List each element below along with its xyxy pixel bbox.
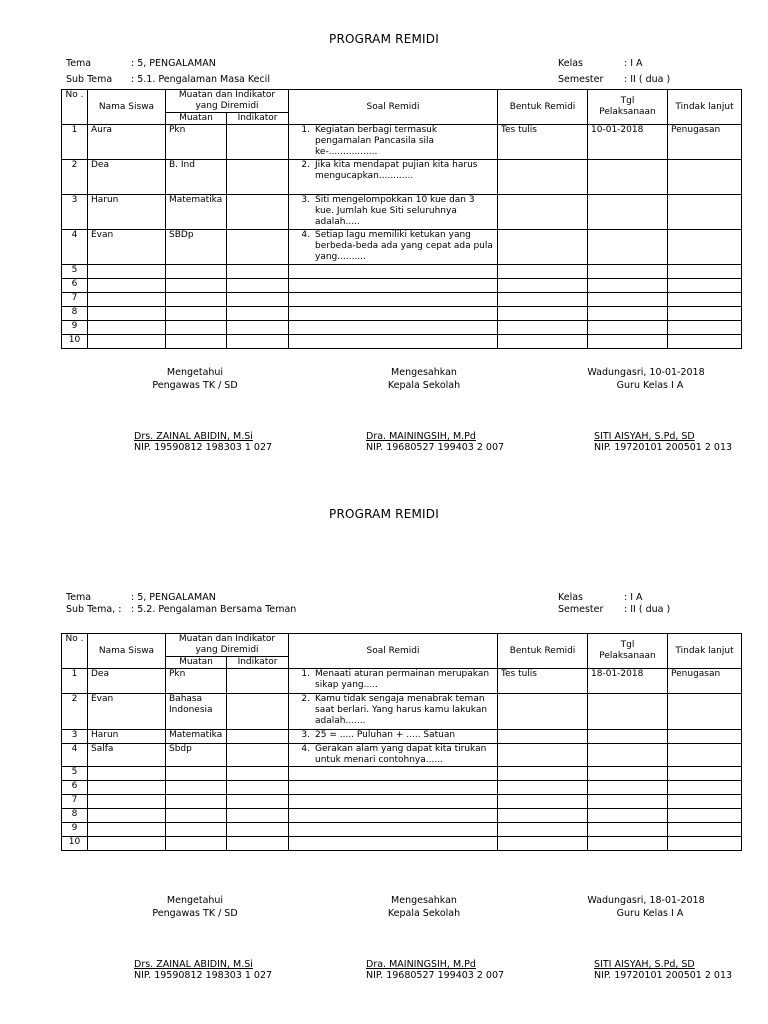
signer-right-name: SITI AISYAH, S.Pd, SD — [594, 431, 695, 442]
cell-no: 5 — [62, 265, 88, 279]
cell-soal — [289, 669, 498, 694]
cell-tgl — [588, 809, 668, 823]
cell-nama: Aura — [88, 125, 166, 160]
soal-number: 4. — [301, 230, 311, 240]
cell-indikator — [227, 837, 289, 851]
col-header-indikator: Indikator — [227, 657, 289, 669]
cell-muatan — [166, 265, 227, 279]
cell-tgl — [588, 795, 668, 809]
col-header-muatan: Muatan — [166, 657, 227, 669]
cell-bentuk — [498, 230, 588, 265]
cell-indikator — [227, 195, 289, 230]
cell-muatan — [166, 307, 227, 321]
table-row — [62, 321, 742, 335]
soal-text: Gerakan alam yang dapat kita tirukan untuk menari contohnya...... — [315, 744, 487, 765]
cell-bentuk — [498, 809, 588, 823]
cell-no: 6 — [62, 279, 88, 293]
cell-bentuk — [498, 160, 588, 195]
soal-number: 1. — [301, 669, 311, 679]
sign-place-date: Wadungasri, 18-01-2018 — [587, 895, 705, 906]
cell-nama: Evan — [88, 230, 166, 265]
cell-muatan: Bahasa Indonesia — [166, 694, 227, 730]
cell-indikator — [227, 279, 289, 293]
table-row — [62, 837, 742, 851]
cell-nama: Evan — [88, 694, 166, 730]
cell-soal — [289, 823, 498, 837]
cell-muatan — [166, 767, 227, 781]
cell-muatan — [166, 279, 227, 293]
sign-mid-line1: Mengesahkan — [391, 895, 457, 906]
cell-muatan: Sbdp — [166, 744, 227, 767]
cell-tgl — [588, 837, 668, 851]
cell-indikator — [227, 160, 289, 195]
cell-soal — [289, 125, 498, 160]
cell-muatan — [166, 335, 227, 349]
header-row — [62, 90, 742, 113]
cell-tgl — [588, 321, 668, 335]
signer-mid-nip: NIP. 19680527 199403 2 007 — [366, 970, 505, 981]
semester-label: Semester — [558, 604, 604, 615]
cell-indikator — [227, 781, 289, 795]
cell-tindak — [668, 279, 742, 293]
cell-no: 3 — [62, 195, 88, 230]
cell-no: 1 — [62, 125, 88, 160]
table-row — [62, 823, 742, 837]
soal-number: 4. — [301, 744, 311, 754]
cell-tindak — [668, 809, 742, 823]
cell-bentuk — [498, 823, 588, 837]
cell-nama: Dea — [88, 669, 166, 694]
cell-bentuk — [498, 837, 588, 851]
cell-bentuk: Tes tulis — [498, 669, 588, 694]
cell-tindak — [668, 335, 742, 349]
cell-no: 10 — [62, 837, 88, 851]
cell-bentuk — [498, 730, 588, 744]
cell-no: 4 — [62, 744, 88, 767]
soal-text: Jika kita mendapat pujian kita harus mengucapkan............ — [315, 160, 478, 181]
signer-mid-name: Dra. MAININGSIH, M.Pd — [366, 959, 476, 970]
table-row — [62, 195, 742, 230]
soal-text: Kamu tidak sengaja menabrak teman saat berlari. Yang harus kamu lakukan adalah....... — [315, 694, 488, 726]
signer-left-nip: NIP. 19590812 198303 1 027 — [134, 970, 273, 981]
tema-value: : 5, PENGALAMAN — [131, 58, 216, 69]
cell-tgl — [588, 307, 668, 321]
cell-no: 5 — [62, 767, 88, 781]
cell-bentuk — [498, 293, 588, 307]
cell-tindak — [668, 781, 742, 795]
subtema-value: : 5.2. Pengalaman Bersama Teman — [131, 604, 297, 615]
cell-soal — [289, 335, 498, 349]
cell-muatan — [166, 809, 227, 823]
cell-indikator — [227, 809, 289, 823]
col-header-tindak: Tindak lanjut — [668, 634, 742, 669]
cell-no: 8 — [62, 809, 88, 823]
cell-muatan — [166, 781, 227, 795]
soal-text: Setiap lagu memiliki ketukan yang berbeda-beda ada yang cepat ada pula yang.......... — [315, 230, 493, 262]
col-header-soal: Soal Remidi — [289, 90, 498, 125]
cell-indikator — [227, 744, 289, 767]
col-header-no: No . — [62, 90, 88, 125]
sign-left-line1: Mengetahui — [166, 895, 224, 906]
col-header-tgl: Tgl Pelaksanaan — [588, 90, 668, 125]
col-header-muatan-group: Muatan dan Indikator yang Diremidi — [166, 90, 289, 113]
cell-muatan: Pkn — [166, 125, 227, 160]
cell-nama: Salfa — [88, 744, 166, 767]
cell-tindak — [668, 307, 742, 321]
cell-indikator — [227, 125, 289, 160]
cell-tindak — [668, 795, 742, 809]
cell-tindak — [668, 837, 742, 851]
cell-indikator — [227, 694, 289, 730]
cell-tgl: 10-01-2018 — [588, 125, 668, 160]
cell-tindak — [668, 767, 742, 781]
sign-left-line1: Mengetahui — [166, 367, 224, 378]
cell-tgl — [588, 160, 668, 195]
semester-value: : II ( dua ) — [624, 604, 671, 615]
soal-number: 1. — [301, 125, 311, 135]
signer-mid-name: Dra. MAININGSIH, M.Pd — [366, 431, 476, 442]
col-header-tindak: Tindak lanjut — [668, 90, 742, 125]
signer-right-name: SITI AISYAH, S.Pd, SD — [594, 959, 695, 970]
soal-number: 3. — [301, 730, 311, 740]
cell-indikator — [227, 265, 289, 279]
cell-soal — [289, 230, 498, 265]
cell-tindak — [668, 230, 742, 265]
subtema-label: Sub Tema, : — [66, 604, 122, 615]
cell-tindak — [668, 293, 742, 307]
table-row — [62, 307, 742, 321]
sign-right-line2: Guru Kelas I A — [616, 908, 684, 919]
soal-text: Siti mengelompokkan 10 kue dan 3 kue. Jumlah kue Siti seluruhnya adalah..... — [315, 195, 475, 227]
signer-left-name: Drs. ZAINAL ABIDIN, M.Si — [134, 959, 253, 970]
table-row — [62, 730, 742, 744]
cell-no: 9 — [62, 321, 88, 335]
signer-mid-nip: NIP. 19680527 199403 2 007 — [366, 442, 505, 453]
cell-indikator — [227, 230, 289, 265]
cell-no: 2 — [62, 694, 88, 730]
cell-tgl — [588, 293, 668, 307]
tema-label: Tema — [66, 58, 92, 69]
cell-tgl — [588, 230, 668, 265]
cell-tindak — [668, 730, 742, 744]
cell-soal — [289, 279, 498, 293]
col-header-bentuk: Bentuk Remidi — [498, 90, 588, 125]
cell-no: 9 — [62, 823, 88, 837]
cell-nama — [88, 279, 166, 293]
cell-muatan: SBDp — [166, 230, 227, 265]
header-row — [62, 634, 742, 657]
cell-indikator — [227, 335, 289, 349]
cell-bentuk — [498, 781, 588, 795]
table-row — [62, 694, 742, 730]
cell-no: 7 — [62, 293, 88, 307]
cell-bentuk — [498, 795, 588, 809]
cell-tindak: Penugasan — [668, 125, 742, 160]
table-row — [62, 265, 742, 279]
col-header-nama: Nama Siswa — [88, 634, 166, 669]
cell-muatan: Matematika — [166, 195, 227, 230]
kelas-value: : I A — [624, 592, 643, 603]
soal-text: 25 = ..... Puluhan + ..... Satuan — [315, 730, 456, 740]
cell-bentuk: Tes tulis — [498, 125, 588, 160]
cell-nama — [88, 335, 166, 349]
signer-left-nip: NIP. 19590812 198303 1 027 — [134, 442, 273, 453]
soal-number: 2. — [301, 160, 311, 170]
cell-tgl — [588, 730, 668, 744]
sign-place-date: Wadungasri, 10-01-2018 — [587, 367, 705, 378]
cell-tgl: 18-01-2018 — [588, 669, 668, 694]
tema-label: Tema — [66, 592, 92, 603]
cell-tindak — [668, 321, 742, 335]
cell-tgl — [588, 781, 668, 795]
cell-tgl — [588, 279, 668, 293]
cell-soal — [289, 744, 498, 767]
cell-no: 1 — [62, 669, 88, 694]
sign-right-line2: Guru Kelas I A — [616, 380, 684, 391]
table-row — [62, 293, 742, 307]
cell-nama — [88, 265, 166, 279]
cell-tindak — [668, 744, 742, 767]
cell-tindak: Penugasan — [668, 669, 742, 694]
cell-muatan — [166, 293, 227, 307]
cell-bentuk — [498, 767, 588, 781]
cell-soal — [289, 307, 498, 321]
cell-indikator — [227, 767, 289, 781]
cell-tindak — [668, 160, 742, 195]
cell-tindak — [668, 823, 742, 837]
signer-right-nip: NIP. 19720101 200501 2 013 — [594, 970, 733, 981]
remedial-table — [61, 89, 742, 349]
cell-nama — [88, 307, 166, 321]
cell-no: 7 — [62, 795, 88, 809]
cell-soal — [289, 265, 498, 279]
cell-soal — [289, 321, 498, 335]
cell-nama — [88, 809, 166, 823]
cell-indikator — [227, 669, 289, 694]
table-row — [62, 795, 742, 809]
sign-left-line2: Pengawas TK / SD — [152, 908, 238, 919]
col-header-tgl: Tgl Pelaksanaan — [588, 634, 668, 669]
cell-tgl — [588, 744, 668, 767]
cell-bentuk — [498, 694, 588, 730]
cell-nama: Dea — [88, 160, 166, 195]
kelas-value: : I A — [624, 58, 643, 69]
semester-label: Semester — [558, 74, 604, 85]
col-header-indikator: Indikator — [227, 113, 289, 125]
table-row — [62, 767, 742, 781]
cell-bentuk — [498, 195, 588, 230]
cell-nama — [88, 781, 166, 795]
soal-text: Kegiatan berbagi termasuk pengamalan Pancasila sila ke-................. — [315, 125, 438, 157]
sign-mid-line1: Mengesahkan — [391, 367, 457, 378]
col-header-muatan-group: Muatan dan Indikator yang Diremidi — [166, 634, 289, 657]
signer-left-name: Drs. ZAINAL ABIDIN, M.Si — [134, 431, 253, 442]
cell-muatan — [166, 823, 227, 837]
cell-nama: Harun — [88, 730, 166, 744]
cell-tgl — [588, 335, 668, 349]
soal-text: Menaati aturan permainan merupakan sikap yang..... — [315, 669, 490, 690]
table-row — [62, 230, 742, 265]
cell-nama — [88, 823, 166, 837]
col-header-no: No . — [62, 634, 88, 669]
soal-number: 2. — [301, 694, 311, 704]
cell-muatan — [166, 837, 227, 851]
cell-no: 2 — [62, 160, 88, 195]
cell-indikator — [227, 730, 289, 744]
cell-muatan: B. Ind — [166, 160, 227, 195]
sign-left-line2: Pengawas TK / SD — [152, 380, 238, 391]
col-header-soal: Soal Remidi — [289, 634, 498, 669]
cell-tgl — [588, 694, 668, 730]
cell-nama — [88, 795, 166, 809]
signer-right-nip: NIP. 19720101 200501 2 013 — [594, 442, 733, 453]
subtema-value: : 5.1. Pengalaman Masa Kecil — [131, 74, 270, 85]
remedial-table — [61, 633, 742, 851]
cell-no: 10 — [62, 335, 88, 349]
cell-nama: Harun — [88, 195, 166, 230]
table-row — [62, 781, 742, 795]
cell-tindak — [668, 195, 742, 230]
cell-bentuk — [498, 265, 588, 279]
cell-soal — [289, 694, 498, 730]
page-title: PROGRAM REMIDI — [329, 507, 439, 521]
cell-muatan — [166, 321, 227, 335]
cell-no: 6 — [62, 781, 88, 795]
table-row — [62, 279, 742, 293]
kelas-label: Kelas — [558, 58, 584, 69]
cell-soal — [289, 767, 498, 781]
tema-value: : 5, PENGALAMAN — [131, 592, 216, 603]
cell-indikator — [227, 795, 289, 809]
cell-tgl — [588, 195, 668, 230]
cell-tindak — [668, 694, 742, 730]
cell-bentuk — [498, 279, 588, 293]
cell-muatan: Pkn — [166, 669, 227, 694]
sign-mid-line2: Kepala Sekolah — [387, 908, 461, 919]
cell-bentuk — [498, 335, 588, 349]
table-row — [62, 335, 742, 349]
table-row — [62, 125, 742, 160]
cell-soal — [289, 795, 498, 809]
cell-muatan — [166, 795, 227, 809]
cell-tindak — [668, 265, 742, 279]
col-header-muatan: Muatan — [166, 113, 227, 125]
cell-tgl — [588, 265, 668, 279]
col-header-nama: Nama Siswa — [88, 90, 166, 125]
cell-soal — [289, 837, 498, 851]
cell-indikator — [227, 293, 289, 307]
cell-muatan: Matematika — [166, 730, 227, 744]
cell-tgl — [588, 823, 668, 837]
cell-indikator — [227, 307, 289, 321]
cell-nama — [88, 837, 166, 851]
subtema-label: Sub Tema — [66, 74, 113, 85]
cell-indikator — [227, 823, 289, 837]
cell-nama — [88, 767, 166, 781]
cell-tgl — [588, 767, 668, 781]
table-row — [62, 160, 742, 195]
cell-bentuk — [498, 744, 588, 767]
cell-bentuk — [498, 307, 588, 321]
page-title: PROGRAM REMIDI — [329, 32, 439, 46]
col-header-bentuk: Bentuk Remidi — [498, 634, 588, 669]
cell-soal — [289, 160, 498, 195]
table-row — [62, 809, 742, 823]
soal-number: 3. — [301, 195, 311, 205]
sign-mid-line2: Kepala Sekolah — [387, 380, 461, 391]
cell-nama — [88, 321, 166, 335]
cell-no: 3 — [62, 730, 88, 744]
cell-no: 8 — [62, 307, 88, 321]
semester-value: : II ( dua ) — [624, 74, 671, 85]
cell-soal — [289, 195, 498, 230]
kelas-label: Kelas — [558, 592, 584, 603]
cell-no: 4 — [62, 230, 88, 265]
table-row — [62, 744, 742, 767]
cell-soal — [289, 809, 498, 823]
cell-bentuk — [498, 321, 588, 335]
cell-soal — [289, 730, 498, 744]
table-row — [62, 669, 742, 694]
cell-nama — [88, 293, 166, 307]
cell-soal — [289, 293, 498, 307]
cell-indikator — [227, 321, 289, 335]
cell-soal — [289, 781, 498, 795]
